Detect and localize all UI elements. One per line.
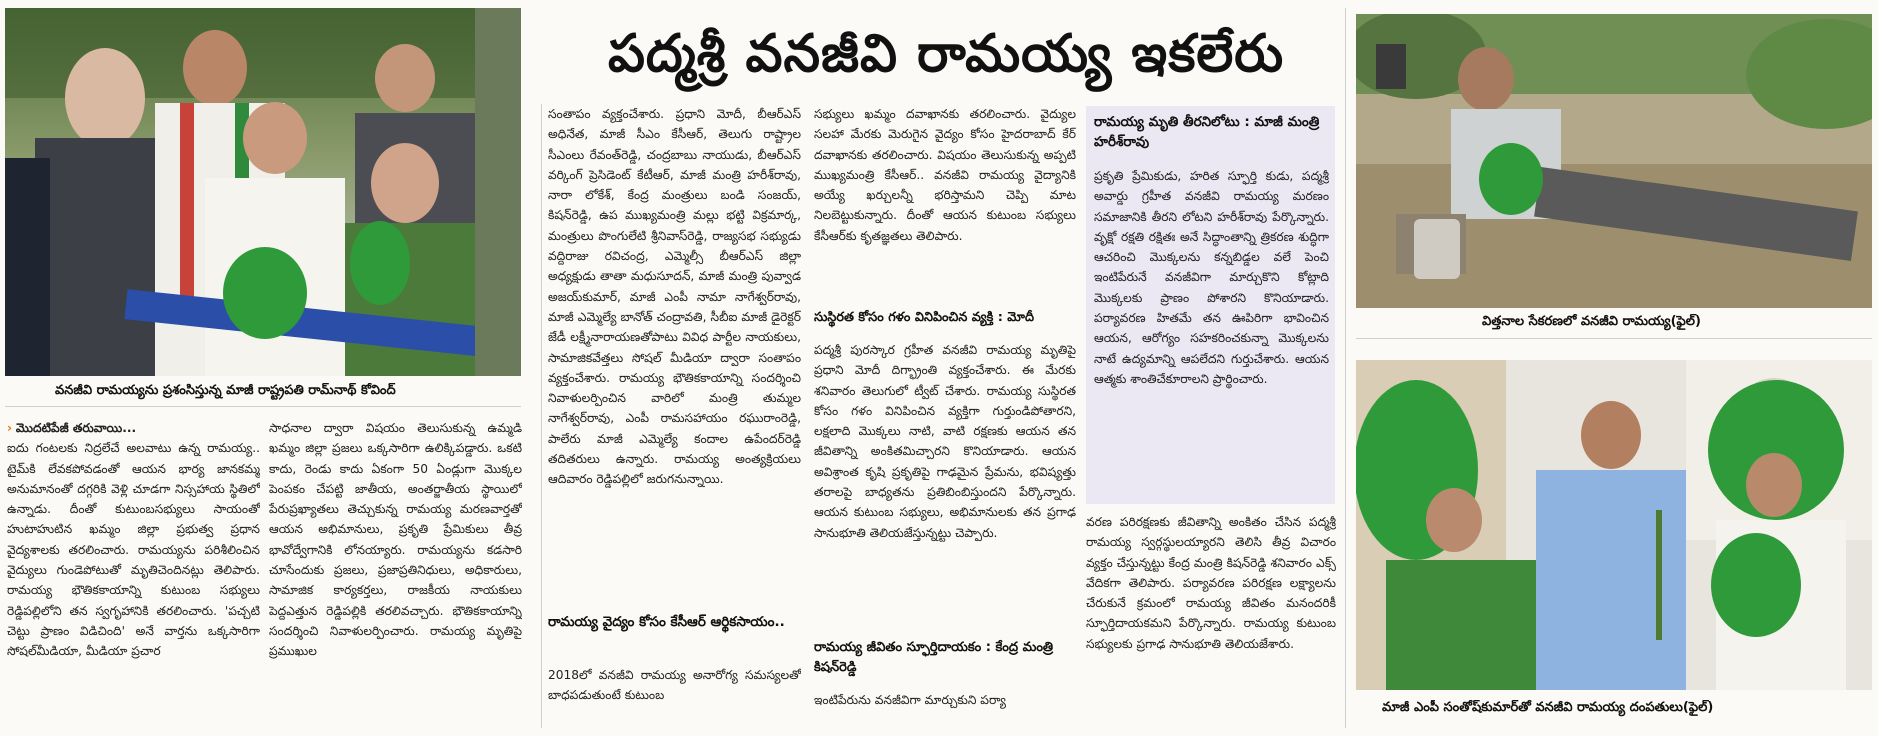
subhead-kcr-aid: రామయ్య వైద్యం కోసం కేసీఆర్ ఆర్థికసాయం.. [548, 614, 785, 630]
continuation-kicker: మొదటిపేజీ తరువాయి... [15, 421, 137, 435]
divider-right [1356, 338, 1872, 339]
column-5-text: వరణ పరిరక్షణకు జీవితాన్ని అంకితం చేసిన పద్మశ్రీ రామయ్య స్వర్గస్థులయ్యారని తెలిసి తీవ్ర విచారం వ్యక్తం చేస్తున్నట్టు కేంద్ర మంత్రి కిషన్‌రెడ్డి శనివారం ఎక్స్ వేదికగా తెలిపారు. పర్యావరణ పరిరక్షణ లక్ష్యాలను చేరుకునే క్రమంలో రామయ్య జీవితం మనందరికీ స్ఫూర్తిదాయకమని పేర్కొన్నారు. రామయ్య కుటుంబ సభ్యులకు ప్రగాఢ సానుభూతి తెలియజేశారు. [1086, 515, 1336, 651]
column-divider [541, 104, 542, 728]
divider [5, 406, 521, 407]
article-column-1 [7, 418, 260, 730]
subhead-modi: సుస్థిరత కోసం గళం వినిపించిన వ్యక్తి : మోదీ [814, 310, 1034, 325]
photo-caption-kovind: వనజీవి రామయ్యను ప్రశంసిస్తున్న మాజీ రాష్ట్రపతి రామ్‌నాథ్ కోవింద్ [55, 383, 396, 398]
subhead-kishan-reddy: రామయ్య జీవితం స్ఫూర్తిదాయకం : కేంద్ర మంత్రి కిషన్‌రెడ్డి [814, 640, 1054, 675]
article-column-3 [548, 104, 801, 607]
column-3-text: సంతాపం వ్యక్తంచేశారు. ప్రధాని మోదీ, బీఆర్‌ఎస్ అధినేత, మాజీ సీఎం కేసీఆర్, తెలుగు రాష్ట్రాల సీఎంలు రేవంత్‌రెడ్డి, చంద్రబాబు నాయుడు, బీఆర్‌ఎస్ వర్కింగ్ ప్రెసిడెంట్ కేటీఆర్, మాజీ మంత్రి హరీశ్‌రావు, నారా లోకేశ్, కేంద్ర మంత్రులు బండి సంజయ్, కిషన్‌రెడ్డి, ఉప ముఖ్యమంత్రి మల్లు భట్టి విక్రమార్క, మంత్రులు పొంగులేటి శ్రీనివాస్‌రెడ్డి, రాజ్యసభ సభ్యుడు వద్దిరాజు రవిచంద్ర, ఎమ్మెల్సీ బీఆర్‌ఎస్ జిల్లా అధ్యక్షుడు తాతా మధుసూదన్, మాజీ మంత్రి పువ్వాడ అజయ్‌కుమార్, మాజీ ఎంపీ నామా నాగేశ్వర్‌రావు, మాజీ ఎమ్మెల్యే బానోత్ చంద్రావతి, సీబీఐ మాజీ డైరెక్టర్ జేడీ లక్ష్మీనారాయణతోపాటు వివిధ పార్టీల నాయకులు, సామాజికవేత్తలు సోషల్ మీడియా ద్వారా సంతాపం వ్యక్తంచేశారు. రామయ్య భౌతికకాయాన్ని సందర్శించి నివాళులర్పించిన వారిలో మంత్రి తుమ్మల నాగేశ్వర్‌రావు, ఎంపీ రామసహాయం రఘురాంరెడ్డి, పాలేరు మాజీ ఎమ్మెల్యే కందాల ఉపేందర్‌రెడ్డి తదితరులు ఉన్నారు. రామయ్య అంత్యక్రియలు ఆదివారం రెడ్డిపల్లిలో జరుగనున్నాయి. [548, 107, 801, 487]
article-column-5-cont [1086, 512, 1336, 730]
column-divider-right [1345, 8, 1346, 728]
photo-seed-collection [1356, 14, 1872, 308]
photo-santosh-kumar-art [1356, 360, 1872, 690]
column-4-text-2: పద్మశ్రీ పురస్కార గ్రహీత వనజీవి రామయ్య మృతిపై ప్రధాని మోదీ దిగ్భ్రాంతి వ్యక్తంచేశారు. ఈ మేరకు శనివారం తెలుగులో ట్వీట్ చేశారు. రామయ్య సుస్థిరత కోసం గళం వినిపించిన వ్యక్తిగా గుర్తుండిపోతారని, లక్షలాది మొక్కలు నాటి, వాటి రక్షణకు ఆయన తన జీవితాన్ని అంకితమిచ్చారని కొనియాడారు. ఆయన అవిశ్రాంత కృషి ప్రకృతిపై గాఢమైన ప్రేమను, భవిష్యత్తు తరాలపై బాధ్యతను ప్రతిబింబిస్తుందని పేర్కొన్నారు. ఆయన కుటుంబ సభ్యులు, అభిమానులకు తన ప్రగాఢ సానుభూతి తెలియజేస్తున్నట్టు చెప్పారు. [814, 343, 1076, 540]
photo-kovind-ramaiah-art [5, 8, 521, 376]
kicker-arrow-icon: › [7, 421, 13, 435]
photo-santosh-kumar [1356, 360, 1872, 690]
photo-caption-santosh: మాజీ ఎంపీ సంతోష్‌కుమార్‌తో వనజీవి రామయ్య దంపతులు(ఫైల్) [1382, 700, 1714, 715]
column-4-text-3: ఇంటిపేరును వనజీవిగా మార్చుకుని పర్యా [814, 693, 1006, 707]
photo-kovind-ramaiah [5, 8, 521, 376]
article-column-2 [269, 418, 522, 730]
article-column-3-cont [548, 665, 801, 729]
article-column-4-cont [814, 340, 1076, 632]
photo-caption-seeds: విత్తనాల సేకరణలో వనజీవి రామయ్య(ఫైల్) [1482, 314, 1701, 329]
photo-seed-collection-art [1356, 14, 1872, 308]
headline: పద్మశ్రీ వనజీవి రామయ్య ఇకలేరు [607, 24, 1285, 84]
article-column-4-cont-2 [814, 690, 1076, 730]
box-headline-harish-rao: రామయ్య మృతి తీరనిలోటు : మాజీ మంత్రి హరీశ్‌రావు [1094, 114, 1320, 150]
column-1-text: ఐదు గంటలకు నిద్రలేచే అలవాటు ఉన్న రామయ్య.. టైమ్‌కి లేవకపోవడంతో ఆయన భార్య జానకమ్మ అనుమానంతో దగ్గరికి వెళ్లి చూడగా నిస్సహాయ స్థితిలో ఉన్నాడు. దీంతో కుటుంబసభ్యులు సాయంతో హుటాహుటిన ఖమ్మం జిల్లా ప్రభుత్వ ప్రధాన వైద్యశాలకు తరలించారు. రామయ్యను పరిశీలించిన వైద్యులు గుండెపోటుతో మృతిచెందినట్లు తెలిపారు. రామయ్య భౌతికకాయాన్ని కుటుంబ సభ్యులు రెడ్డిపల్లిలోని తన స్వగృహానికి తరలించారు. 'పచ్చటి చెట్టు ప్రాణం విడిచింది' అనే వార్తను ఒక్కసారిగా సోషల్‌మీడియా, మీడియా ప్రచార [7, 441, 260, 659]
column-4-text: సభ్యులు ఖమ్మం దవాఖానకు తరలించారు. వైద్యుల సలహా మేరకు మెరుగైన వైద్యం కోసం హైదరాబాద్ కేర్ దవాఖానకు తరలించారు. విషయం తెలుసుకున్న అప్పటి ముఖ్యమంత్రి కేసీఆర్.. వనజీవి రామయ్య వైద్యానికి అయ్యే ఖర్చులన్నీ భరిస్తామని చెప్పి మాట నిలబెట్టుకున్నారు. దీంతో ఆయన కుటుంబ సభ్యులు కేసీఆర్‌కు కృతజ్ఞతలు తెలిపారు. [814, 107, 1076, 243]
box-body-harish-rao [1094, 166, 1329, 498]
box-text: ప్రకృతి ప్రేమికుడు, హరిత స్ఫూర్తి కుడు, పద్మశ్రీ అవార్డు గ్రహీత వనజీవి రామయ్య మరణం సమాజానికి తీరని లోటని హరీశ్‌రావు పేర్కొన్నారు. వృక్షో రక్షతి రక్షితః అనే సిద్ధాంతాన్ని త్రికరణ శుద్ధిగా ఆచరించి మొక్కలను కన్నబిడ్డల వలే పెంచి ఇంటిపేరునే వనజీవిగా మార్చుకొని కోట్లాది మొక్కలకు ప్రాణం పోశారని కొనియాడారు. పర్యావరణ హితమే తన ఊపిరిగా భావించిన ఆయన, ఆరోగ్యం సహకరించకున్నా మొక్కలను నాటే ఉద్యమాన్ని ఆపలేదని గుర్తుచేశారు. ఆయన ఆత్మకు శాంతిచేకూరాలని ప్రార్థించారు. [1094, 169, 1329, 386]
column-3-text-2: 2018లో వనజీవి రామయ్య అనారోగ్య సమస్యలతో బాధపడుతుంటే కుటుంబ [548, 668, 801, 703]
column-2-text: సాధనాల ద్వారా విషయం తెలుసుకున్న ఉమ్మడి ఖమ్మం జిల్లా ప్రజలు ఒక్కసారిగా ఉలిక్కిపడ్డారు. ఒకటి కాదు, రెండు కాదు ఏకంగా 50 ఏండ్లుగా మొక్కల పెంపకం చేపట్టి జాతీయ, అంతర్జాతీయ స్థాయిలో పేరుప్రఖ్యాతలు తెచ్చుకున్న రామయ్య మరణవార్తతో ఆయన అభిమానులు, ప్రకృతి ప్రేమికులు తీవ్ర భావోద్వేగానికి లోనయ్యారు. రామయ్యను కడసారి చూసేందుకు ప్రజలు, ప్రజాప్రతినిధులు, అధికారులు, సామాజిక కార్యకర్తలు, రాజకీయ నాయకులు పెద్దఎత్తున రెడ్డిపల్లికి తరలివచ్చారు. భౌతికకాయాన్ని సందర్శించి నివాళులర్పించారు. రామయ్య మృతిపై ప్రముఖుల [269, 421, 522, 659]
article-column-4 [814, 104, 1076, 299]
